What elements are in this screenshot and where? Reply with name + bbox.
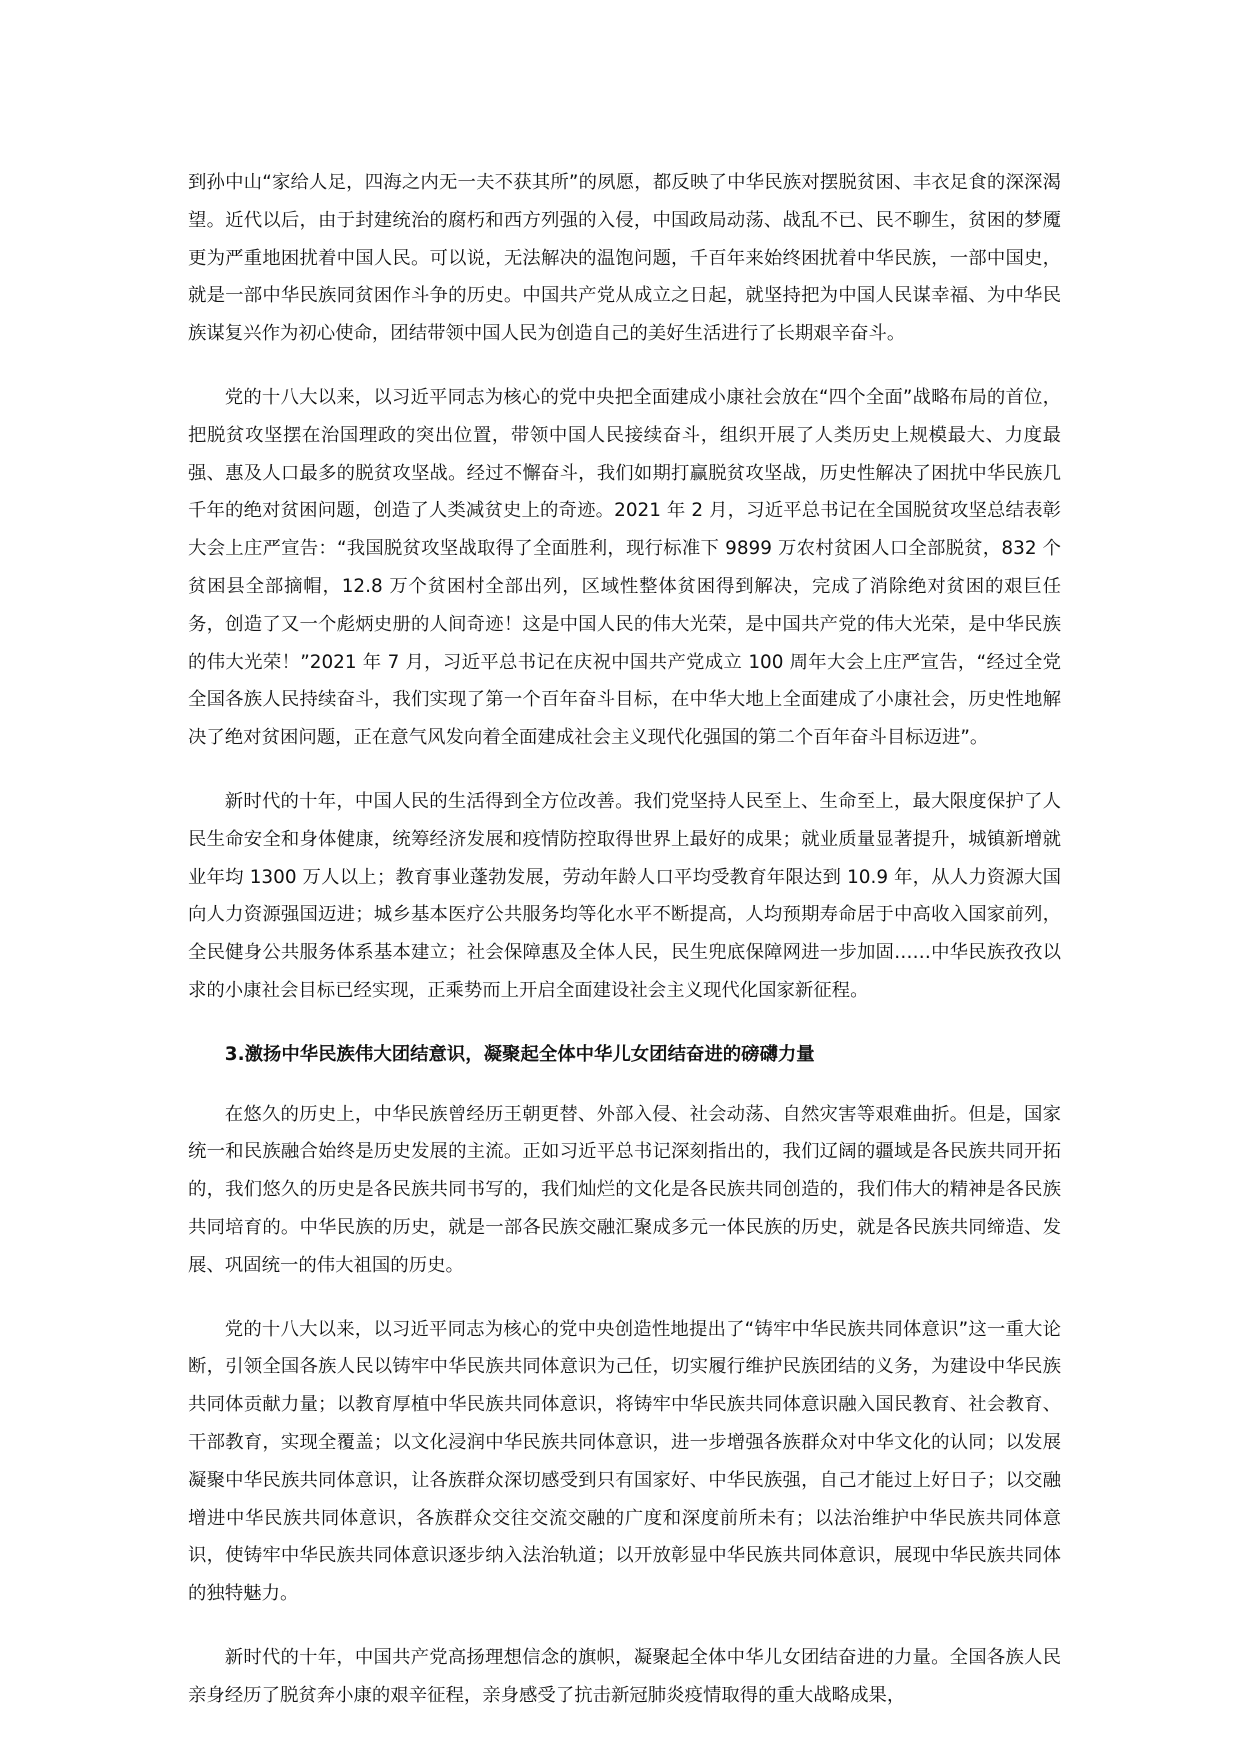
paragraph-4: 在悠久的历史上，中华民族曾经历王朝更替、外部入侵、社会动荡、自然灾害等艰难曲折。但是，国家统一和民族融合始终是历史发展的主流。正如习近平总书记深刻指出的，我们辽阔的疆域是各民族共同开拓的，我们悠久的历史是各民族共同书写的，我们灿烂的文化是各民族共同创造的，我们伟大的精神是各民族共同培育的。中华民族的历史，就是一部各民族交融汇聚成多元一体民族的历史，就是各民族共同缔造、发展、巩固统一的伟大祖国的历史。 (188, 1103, 1061, 1276)
paragraph-5: 党的十八大以来，以习近平同志为核心的党中央创造性地提出了“铸牢中华民族共同体意识”这一重大论断，引领全国各族人民以铸牢中华民族共同体意识为己任，切实履行维护民族团结的义务，为建设中华民族共同体贡献力量；以教育厚植中华民族共同体意识，将铸牢中华民族共同体意识融入国民教育、社会教育、干部教育，实现全覆盖；以文化浸润中华民族共同体意识，进一步增强各族群众对中华文化的认同；以发展凝聚中华民族共同体意识，让各族群众深切感受到只有国家好、中华民族强，自己才能过上好日子；以交融增进中华民族共同体意识，各族群众交往交流交融的广度和深度前所未有；以法治维护中华民族共同体意识，使铸牢中华民族共同体意识逐步纳入法治轨道；以开放彰显中华民族共同体意识，展现中华民族共同体的独特魅力。 (188, 1318, 1061, 1605)
section-heading: 3.激扬中华民族伟大团结意识，凝聚起全体中华儿女团结奋进的磅礴力量 (224, 1043, 815, 1065)
paragraph-6: 新时代的十年，中国共产党高扬理想信念的旗帜，凝聚起全体中华儿女团结奋进的力量。全国各族人民亲身经历了脱贫奔小康的艰辛征程，亲身感受了抗击新冠肺炎疫情取得的重大战略成果， (188, 1646, 1061, 1706)
document-page (188, 164, 1061, 1714)
paragraph-1: 到孙中山“家给人足，四海之内无一夫不获其所”的夙愿，都反映了中华民族对摆脱贫困、丰衣足食的深深渴望。近代以后，由于封建统治的腐朽和西方列强的入侵，中国政局动荡、战乱不已、民不聊生，贫困的梦魇更为严重地困扰着中国人民。可以说，无法解决的温饱问题，千百年来始终困扰着中华民族，一部中国史，就是一部中华民族同贫困作斗争的历史。中国共产党从成立之日起，就坚持把为中国人民谋幸福、为中华民族谋复兴作为初心使命，团结带领中国人民为创造自己的美好生活进行了长期艰辛奋斗。 (188, 172, 1061, 345)
paragraph-3: 新时代的十年，中国人民的生活得到全方位改善。我们党坚持人民至上、生命至上，最大限度保护了人民生命安全和身体健康，统筹经济发展和疫情防控取得世界上最好的成果；就业质量显著提升，城镇新增就业年均 1300 万人以上；教育事业蓬勃发展，劳动年龄人口平均受教育年限达到 10.9 年，从人力资源大国向人力资源强国迈进；城乡基本医疗公共服务均等化水平不断提高，人均预期寿命居于中高收入国家前列，全民健身公共服务体系基本建立；社会保障惠及全体人民，民生兜底保障网进一步加固……中华民族孜孜以求的小康社会目标已经实现，正乘势而上开启全面建设社会主义现代化国家新征程。 (188, 790, 1061, 1001)
paragraph-2: 党的十八大以来，以习近平同志为核心的党中央把全面建成小康社会放在“四个全面”战略布局的首位，把脱贫攻坚摆在治国理政的突出位置，带领中国人民接续奋斗，组织开展了人类历史上规模最大、力度最强、惠及人口最多的脱贫攻坚战。经过不懈奋斗，我们如期打赢脱贫攻坚战，历史性解决了困扰中华民族几千年的绝对贫困问题，创造了人类减贫史上的奇迹。2021 年 2 月，习近平总书记在全国脱贫攻坚总结表彰大会上庄严宣告：“我国脱贫攻坚战取得了全面胜利，现行标准下 9899 万农村贫困人口全部脱贫，832 个贫困县全部摘帽，12.8 万个贫困村全部出列，区域性整体贫困得到解决，完成了消除绝对贫困的艰巨任务，创造了又一个彪炳史册的人间奇迹！这是中国人民的伟大光荣，是中国共产党的伟大光荣，是中华民族的伟大光荣！”2021 年 7 月，习近平总书记在庆祝中国共产党成立 100 周年大会上庄严宣告，“经过全党全国各族人民持续奋斗，我们实现了第一个百年奋斗目标，在中华大地上全面建成了小康社会，历史性地解决了绝对贫困问题，正在意气风发向着全面建成社会主义现代化强国的第二个百年奋斗目标迈进”。 (188, 386, 1061, 749)
